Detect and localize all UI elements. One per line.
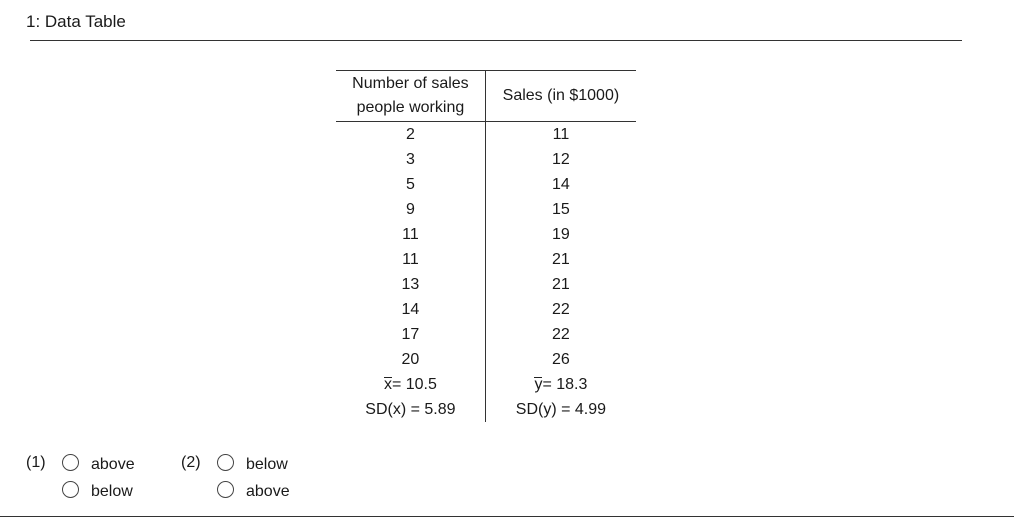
cell-sales: 21: [552, 251, 570, 268]
section-title: 1: Data Table: [26, 12, 126, 31]
answer-2-option-below[interactable]: [217, 454, 288, 476]
mean-x-symbol: x: [383, 376, 392, 393]
column-header-salespeople: Number of sales people working: [336, 71, 485, 122]
cell-salespeople: 20: [336, 347, 485, 372]
cell-salespeople: 17: [336, 322, 485, 347]
table-row: [336, 122, 636, 148]
answer-number-1: (1): [26, 454, 46, 471]
table-row: [336, 322, 636, 347]
cell-sales: 22: [552, 326, 570, 343]
radio-icon[interactable]: [217, 481, 234, 498]
mean-y-cell: [485, 372, 636, 397]
cell-salespeople: 2: [336, 122, 485, 148]
title-rule: [30, 40, 962, 41]
table-row: [336, 172, 636, 197]
cell-salespeople: 9: [336, 197, 485, 222]
mean-row: [336, 372, 636, 397]
cell-salespeople: 13: [336, 272, 485, 297]
mean-y-value: = 18.3: [542, 376, 588, 393]
cell-sales: 19: [552, 226, 570, 243]
table-header-row: [336, 71, 636, 122]
answer-number-2: (2): [181, 454, 201, 471]
cell-sales: 14: [552, 176, 570, 193]
cell-sales: 12: [552, 151, 570, 168]
radio-icon[interactable]: [62, 481, 79, 498]
radio-icon[interactable]: [62, 454, 79, 471]
sd-x-cell: SD(x) = 5.89: [336, 397, 485, 422]
table-row: [336, 247, 636, 272]
column-header-sales: Sales (in $1000): [485, 71, 636, 122]
cell-salespeople: 3: [336, 147, 485, 172]
mean-y-symbol: y: [534, 376, 543, 393]
sd-y-cell: SD(y) = 4.99: [515, 401, 607, 418]
mean-x-cell: [336, 372, 485, 397]
cell-sales: 26: [552, 351, 570, 368]
cell-sales: 21: [552, 276, 570, 293]
mean-x-value: = 10.5: [391, 376, 437, 393]
bottom-rule: [0, 516, 1014, 517]
cell-salespeople: 11: [336, 247, 485, 272]
table-row: [336, 347, 636, 372]
cell-sales: 22: [552, 301, 570, 318]
cell-salespeople: 14: [336, 297, 485, 322]
cell-salespeople: 11: [336, 222, 485, 247]
table-row: [336, 147, 636, 172]
option-label: above: [91, 456, 135, 473]
cell-sales: 15: [552, 201, 570, 218]
option-label: below: [91, 483, 133, 500]
table-row: [336, 297, 636, 322]
table-row: [336, 222, 636, 247]
option-label: above: [246, 483, 290, 500]
data-table: [336, 70, 636, 422]
answer-1-option-below[interactable]: [62, 481, 133, 503]
table-row: [336, 197, 636, 222]
answer-1-option-above[interactable]: [62, 454, 135, 476]
answer-2-option-above[interactable]: [217, 481, 290, 503]
cell-salespeople: 5: [336, 172, 485, 197]
cell-sales: 11: [552, 126, 570, 143]
option-label: below: [246, 456, 288, 473]
radio-icon[interactable]: [217, 454, 234, 471]
sd-row: [336, 397, 636, 422]
table-row: [336, 272, 636, 297]
